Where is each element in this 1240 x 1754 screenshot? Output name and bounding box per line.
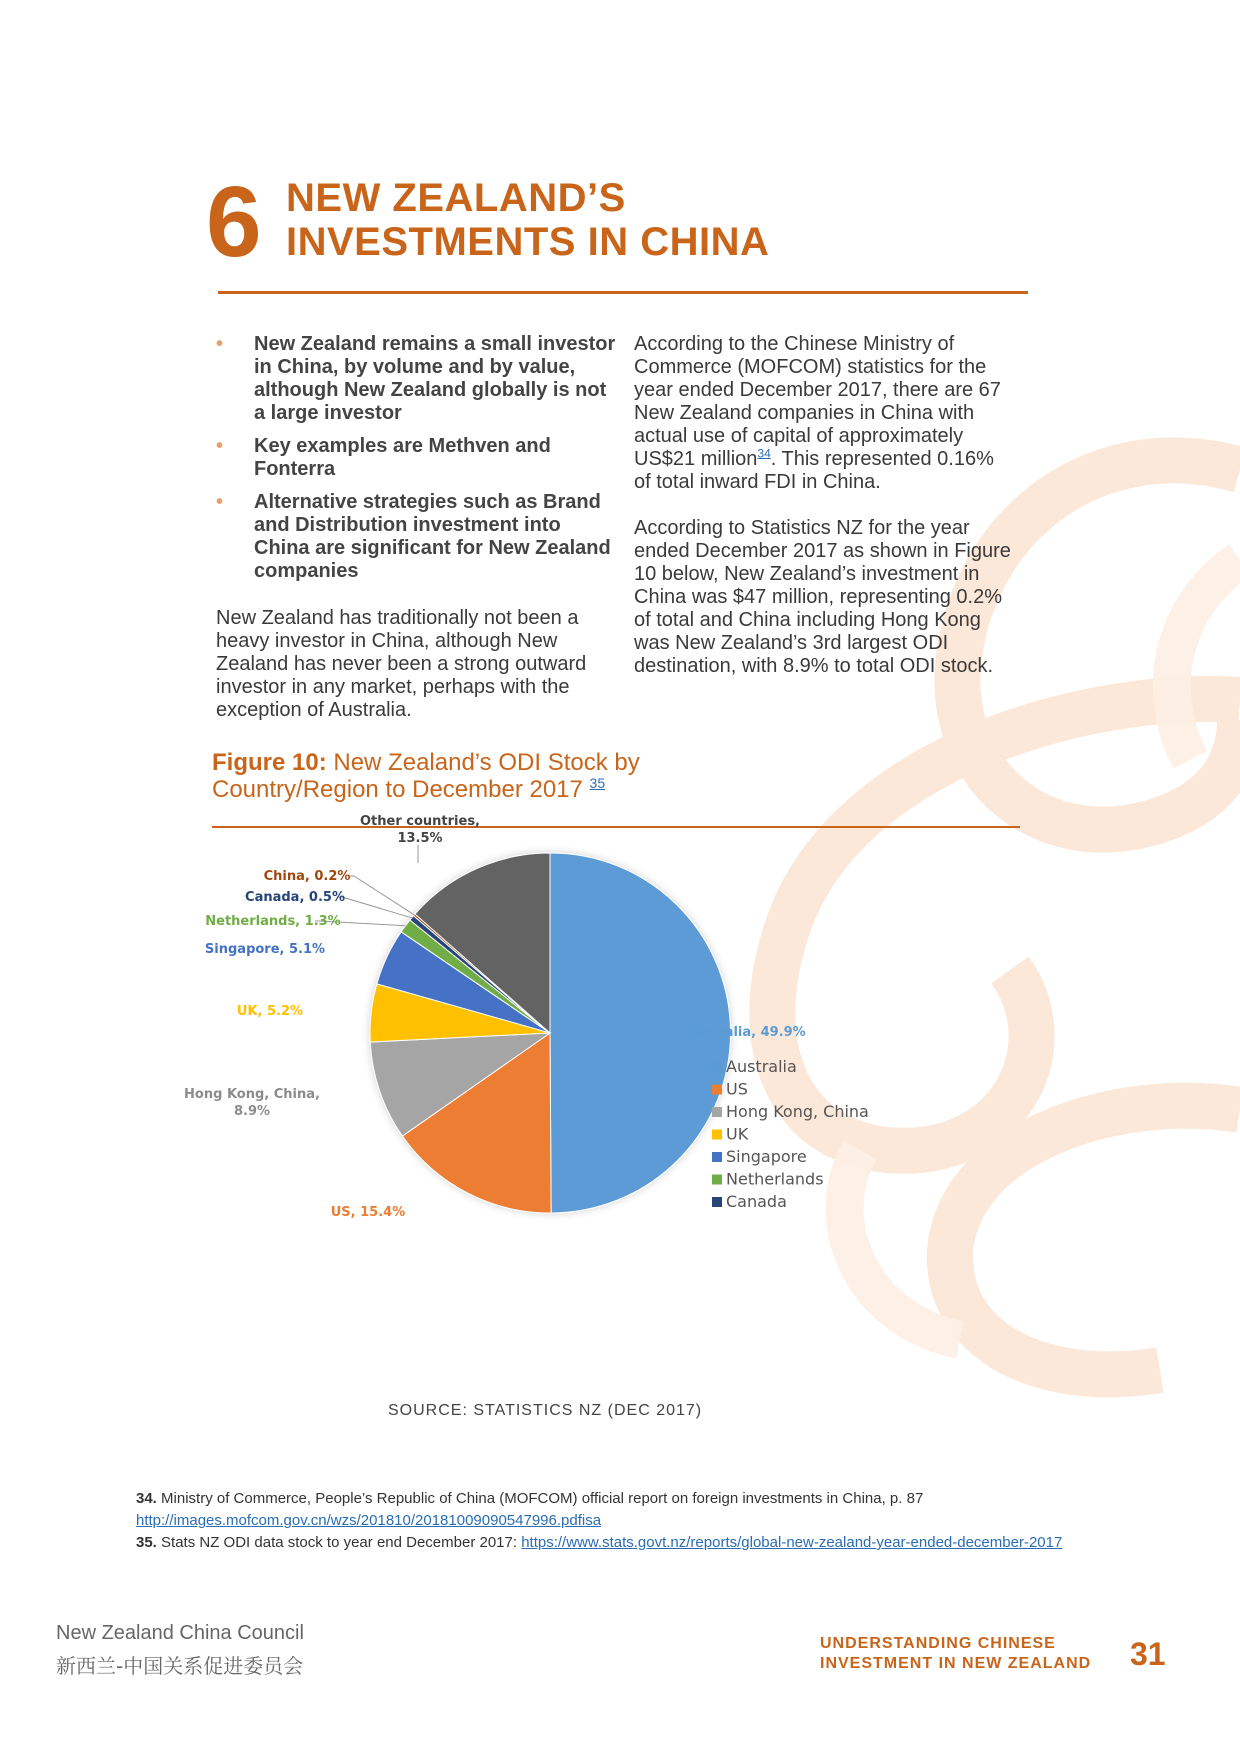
legend-label: Singapore [726,1147,807,1166]
legend-swatch [712,1062,722,1072]
organization-name: New Zealand China Council [56,1622,304,1644]
footnote-link[interactable]: https://www.stats.govt.nz/reports/global-new-zealand-year-ended-december-2017 [521,1534,1063,1551]
slice-label-other-countries: Other countries, 13.5% [360,814,480,846]
figure-label: Figure 10: [212,749,327,776]
slice-label-netherlands: Netherlands, 1.3% [205,914,341,929]
legend-swatch [712,1175,722,1185]
mofcom-text: According to the Chinese Ministry of Commerce (MOFCOM) statistics for the year ended December 2017, there are 67 New Zealand companies in China with actual use of capital of approximately US$21 million [634,333,1001,470]
figure-caption [212,749,712,803]
figure-title-line1: New Zealand’s ODI Stock by [333,749,640,776]
title-divider [218,291,1028,294]
legend-label: Netherlands [726,1169,824,1189]
footnote-text: Stats NZ ODI data stock to year end December 2017: [161,1534,522,1551]
footnote-number: 35. [136,1534,157,1551]
statsnz-paragraph: According to Statistics NZ for the year ended December 2017 as shown in Figure 10 below, New Zealand’s investment in China was $47 million, representing 0.2% of total and China including Hong Kong was New Zealand’s 3rd largest ODI destination, with 8.9% to total ODI stock. [634,517,1011,677]
slice-label-australia: Australia, 49.9% [685,1025,806,1040]
bullet-marker: • [216,491,224,513]
slice-label-hong-kong-china: Hong Kong, China, 8.9% [184,1087,320,1119]
footnote-ref-34[interactable]: 34 [757,446,771,461]
key-point [216,333,616,425]
key-points-list [216,333,616,583]
legend-label: US [726,1079,748,1099]
slice-label-uk: UK, 5.2% [236,1004,304,1019]
legend-label: Australia [726,1057,797,1076]
left-paragraph: New Zealand has traditionally not been a heavy investor in China, although New Zealand has never been a strong outward investor in any market, perhaps with the exception of Australia. [216,607,587,721]
key-point-text: New Zealand remains a small investor in China, by volume and by value, although New Zealand globally is not a large investor [254,333,616,424]
bullet-marker: • [216,435,224,457]
mofcom-text-end: . This represented 0.16% of total inward FDI in China. [634,448,994,493]
footnote-link[interactable]: http://images.mofcom.gov.cn/wzs/201810/20181009090547996.pdfisa [136,1512,602,1529]
organization-name-chinese: 新西兰-中国关系促进委员会 [56,1654,304,1678]
mofcom-paragraph [634,333,1014,494]
slice-label-singapore: Singapore, 5.1% [204,942,326,957]
legend-item-uk [712,1125,749,1144]
key-point-text: Key examples are Methven and Fonterra [254,435,551,480]
legend-label: UK [726,1124,749,1144]
legend-swatch [712,1152,722,1162]
legend-label: Canada [726,1192,787,1211]
footnotes [136,1488,1066,1554]
legend-item-hong-kong-china [712,1102,869,1121]
footnote-text: Ministry of Commerce, People’s Republic of China (MOFCOM) official report on foreign investments in China, p. 87 [161,1490,924,1507]
chapter-title [286,176,769,264]
legend-item-netherlands [712,1170,824,1189]
chapter-title-line2: INVESTMENTS IN CHINA [286,220,770,264]
key-point-text: Alternative strategies such as Brand and Distribution investment into China are significant for New Zealand companies [254,491,611,582]
publication-title [820,1634,1091,1674]
key-point [216,491,616,583]
slice-label-us: US, 15.4% [330,1205,406,1220]
figure-source: SOURCE: STATISTICS NZ (DEC 2017) [388,1402,703,1419]
chapter-title-line1: NEW ZEALAND’S [286,176,626,220]
key-point [216,435,616,481]
odi-pie-chart [184,814,1000,1370]
legend-item-canada [712,1192,787,1211]
label-leader-canada [337,897,412,918]
right-column [634,333,1014,678]
legend-swatch [712,1197,722,1207]
publication-title-line1: UNDERSTANDING CHINESE [820,1635,1056,1652]
chapter-number: 6 [206,166,262,278]
legend-swatch [712,1085,722,1095]
publication-title-line2: INVESTMENT IN NEW ZEALAND [820,1655,1092,1672]
legend-label: Hong Kong, China [726,1102,869,1121]
slice-label-china: China, 0.2% [263,869,351,884]
figure-divider [212,826,1020,828]
legend-swatch [712,1130,722,1140]
page-number: 31 [1130,1636,1166,1672]
chart-legend [712,1057,869,1211]
legend-swatch [712,1107,722,1117]
left-column [216,333,616,722]
slice-label-canada: Canada, 0.5% [245,890,345,905]
legend-item-singapore [712,1147,807,1166]
pie-slices [370,853,731,1213]
footnote-35 [136,1532,1066,1554]
footnote-34 [136,1488,1066,1532]
bullet-marker: • [216,333,224,355]
footnote-number: 34. [136,1490,157,1507]
figure-title-line2: Country/Region to December 2017 [212,776,583,803]
footnote-ref-35[interactable]: 35 [589,775,606,791]
